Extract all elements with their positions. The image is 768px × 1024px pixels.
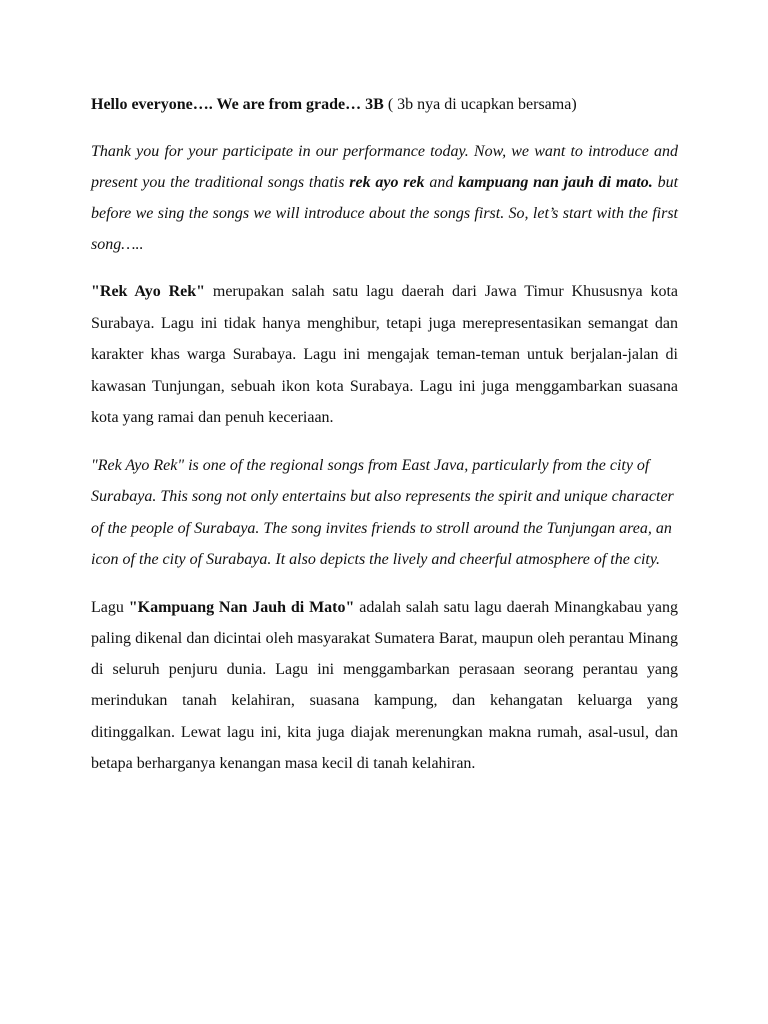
intro-and: and xyxy=(424,174,459,191)
document-body xyxy=(91,90,678,779)
intro-paragraph xyxy=(91,136,678,260)
intro-song-2: kampuang nan jauh di mato. xyxy=(458,174,653,191)
rek-ayo-rek-text-en: "Rek Ayo Rek" is one of the regional songs from East Java, particularly from the city of Surabaya. This song not only entertains but also represents the spirit and unique character of the people of Surabaya. The song invites friends to stroll around the Tunjungan area, an icon of the city of Surabaya. It also depicts the lively and cheerful atmosphere of the city. xyxy=(91,456,674,568)
greeting-bold: Hello everyone…. We are from grade… 3B xyxy=(91,96,384,113)
rek-ayo-rek-paragraph-en xyxy=(91,450,678,576)
kampuang-prefix: Lagu xyxy=(91,598,129,616)
intro-song-1: rek ayo rek xyxy=(349,174,425,191)
rek-ayo-rek-title: "Rek Ayo Rek" xyxy=(91,283,206,300)
greeting-line xyxy=(91,90,678,120)
rek-ayo-rek-text-id: merupakan salah satu lagu daerah dari Jawa Timur Khususnya kota Surabaya. Lagu ini tidak hanya menghibur, tetapi juga merepresentasikan semangat dan karakter khas warga Surabaya. Lagu ini mengajak teman-teman untuk berjalan-jalan di kawasan Tunjungan, sebuah ikon kota Surabaya. Lagu ini juga menggambarkan suasana kota yang ramai dan penuh keceriaan. xyxy=(91,283,679,426)
rek-ayo-rek-paragraph-id xyxy=(91,276,678,434)
kampuang-text: adalah salah satu lagu daerah Minangkabau yang paling dikenal dan dicintai oleh masyarakat Sumatera Barat, maupun oleh perantau Minang di seluruh penjuru dunia. Lagu ini menggambarkan perasaan seorang perantau yang merindukan tanah kelahiran, suasana kampung, dan kehangatan keluarga yang ditinggalkan. Lewat lagu ini, kita juga diajak merenungkan makna rumah, asal-usul, dan betapa berharganya kenangan masa kecil di tanah kelahiran. xyxy=(91,598,679,772)
kampuang-paragraph-id xyxy=(91,592,678,780)
intro-text-2: but before we sing the songs we will introduce about the songs first. So, let’s start with the first song….. xyxy=(91,174,679,253)
kampuang-title: "Kampuang Nan Jauh di Mato" xyxy=(128,598,355,616)
greeting-note: ( 3b nya di ucapkan bersama) xyxy=(383,96,577,113)
intro-text-1: Thank you for your participate in our performance today. Now, we want to introduce and present you the traditional songs thatis xyxy=(91,143,678,191)
